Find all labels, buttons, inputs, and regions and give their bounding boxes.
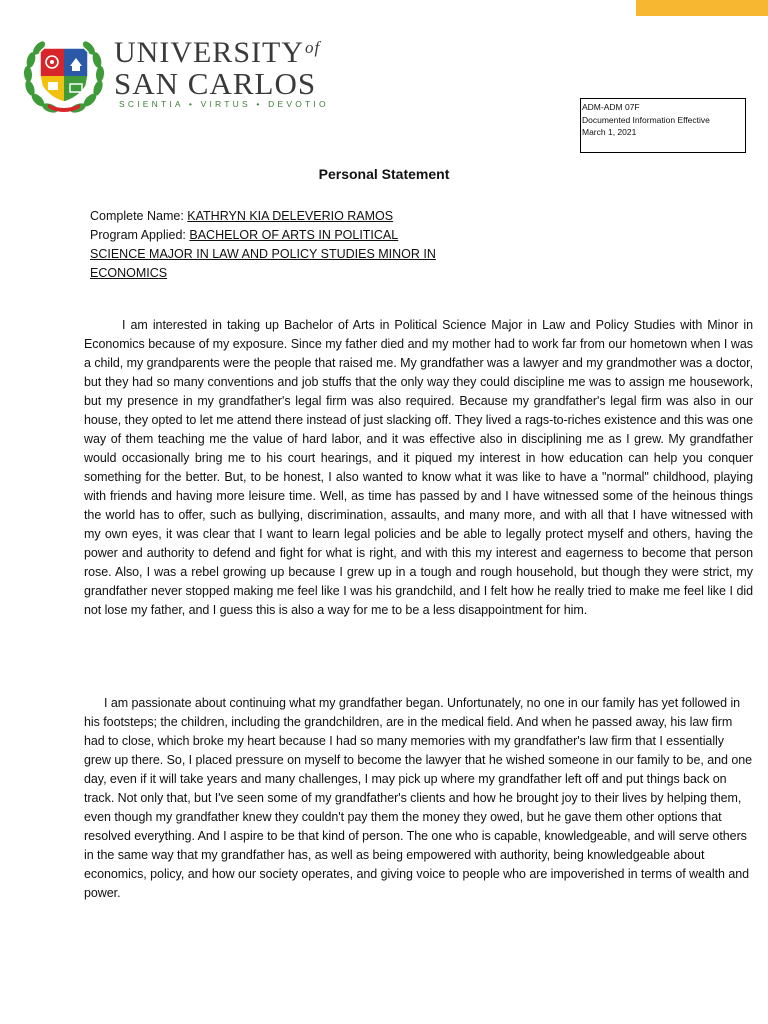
name-row (90, 207, 436, 226)
top-accent-bar (636, 0, 768, 16)
name-value: KATHRYN KIA DELEVERIO RAMOS (187, 209, 394, 223)
document-info-box (580, 98, 746, 153)
university-motto: SCIENTIA • VIRTUS • DEVOTIO (119, 99, 329, 109)
document-effective-date: March 1, 2021 (582, 127, 637, 137)
university-name-line1: UNIVERSITY (114, 36, 304, 69)
university-name-line2: SAN CARLOS (114, 66, 317, 101)
program-value-line1: BACHELOR OF ARTS IN POLITICAL (189, 228, 399, 242)
university-seal-icon (22, 36, 106, 116)
page-title: Personal Statement (318, 166, 450, 182)
program-label: Program Applied: (90, 228, 186, 242)
document-effective-label: Documented Information Effective (582, 114, 710, 125)
program-value-line3: ECONOMICS (90, 266, 168, 280)
university-logo (22, 36, 342, 116)
university-name-of: of (305, 38, 321, 57)
applicant-info (90, 207, 436, 283)
statement-paragraph-2: I am passionate about continuing what my grandfather began. Unfortunately, no one in our family has yet followed in his footsteps; the children, including the grandchildren, are in the medical field. And when he passed away, his law firm had to close, which broke my heart because I had so many memories with my grandfather's law firm that I essentially grew up there. So, I placed pressure on myself to become the lawyer that he wished someone in our family to be, and one day, even if it will take years and many challenges, I may pick up where my grandfather left off and put things back on track. Not only that, but I've seen some of my grandfather's clients and how he brought joy to their lives by helping them, even though my grandfather knew they couldn't pay them the money they owed, but he gave them other options that resolved everything. And I aspire to be that kind of person. The one who is capable, knowledgeable, and will serve others in the same way that my grandfather has, as well as being empowered with authority, being knowledgeable about economics, policy, and how our society operates, and giving voice to people who are impoverished in terms of wealth and power. (84, 696, 753, 900)
program-row (90, 226, 436, 245)
statement-paragraph-1: I am interested in taking up Bachelor of Arts in Political Science Major in Law and Policy Studies with Minor in Economics because of my exposure. Since my father died and my mother had to work far from our hometown when I was a child, my grandparents were the people that raised me. My grandfather was a lawyer and my grandmother was a doctor, but they had so many conventions and job stuffs that the only way they could discipline me was to assign me housework, but my presence in my grandfather's legal firm was also required. Because my grandfather's legal firm was also in our house, they opted to let me attend there instead of just slacking off. They lived a rags-to-riches existence and this was one way of them teaching me the value of hard labor, and it was effective also in disciplining me as I grew. My grandfather would occasionally bring me to his court hearings, and it piqued my interest in how education can help you conquer something for the better. But, to be honest, I also wanted to know what it was like to have a "normal" childhood, playing with friends and having more leisure time. Well, as time has passed by and I have witnessed some of the heinous things the world has to offer, such as bullying, discrimination, assaults, and many more, and with all that I have witnessed with my own eyes, it was clear that I want to learn legal policies and be able to legally protect myself and others, having the power and authority to defend and fight for what is right, and with this my interest and eagerness to become that person rose. Also, I was a rebel growing up because I grew up in a tough and rough household, but though they were strict, my grandfather never stopped making me feel like I was his grandchild, and I felt how he really tried to make me feel like I did not lose my father, and I guess this is also a way for me to be a less disappointment for him. (84, 318, 753, 617)
program-value-line2: SCIENCE MAJOR IN LAW AND POLICY STUDIES MINOR IN (90, 247, 436, 261)
name-label: Complete Name: (90, 209, 184, 223)
document-code: ADM-ADM 07F (582, 102, 640, 112)
university-name (114, 38, 320, 99)
